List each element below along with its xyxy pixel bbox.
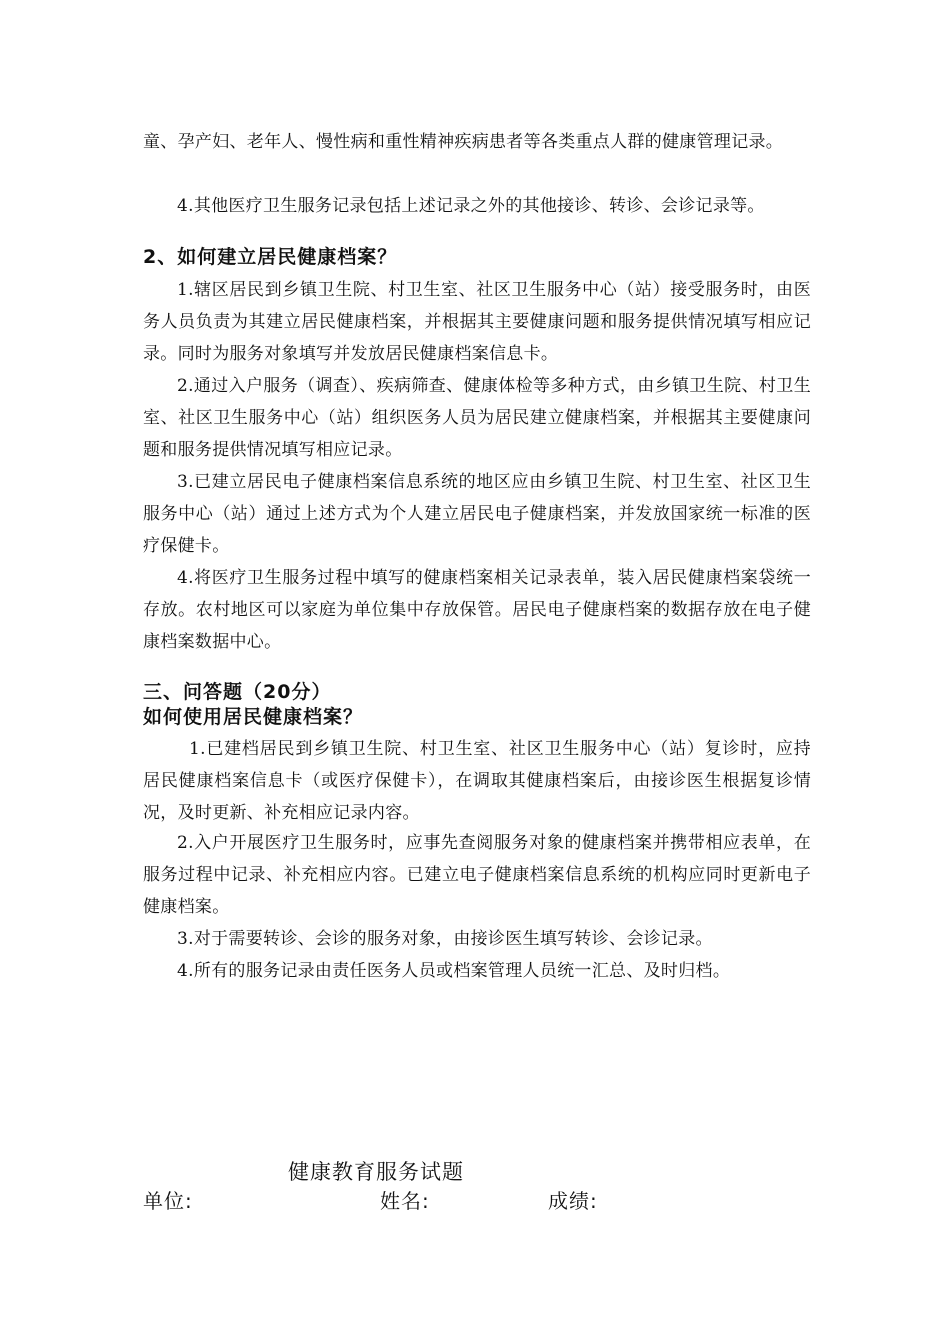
section2-heading: 2、如何建立居民健康档案？ bbox=[143, 246, 398, 268]
section3-item-2: 2.入户开展医疗卫生服务时，应事先查阅服务对象的健康档案并携带相应表单，在服务过程中记录、补充相应内容。已建立电子健康档案信息系统的机构应同时更新电子健康档案。 bbox=[143, 833, 811, 917]
section3-item-1: 1.已建档居民到乡镇卫生院、村卫生室、社区卫生服务中心（站）复诊时，应持居民健康档案信息卡（或医疗保健卡），在调取其健康档案后，由接诊医生根据复诊情况，及时更新、补充相应记录内容。 bbox=[143, 739, 811, 823]
section3-question: 如何使用居民健康档案？ bbox=[143, 706, 364, 728]
section3-heading: 三、问答题（20分） bbox=[143, 681, 332, 703]
name-label: 姓名: bbox=[380, 1189, 430, 1213]
section3-item-3: 3.对于需要转诊、会诊的服务对象，由接诊医生填写转诊、会诊记录。 bbox=[177, 929, 713, 949]
section2-item-2: 2.通过入户服务（调查）、疾病筛查、健康体检等多种方式，由乡镇卫生院、村卫生室、社区卫生服务中心（站）组织医务人员为居民建立健康档案，并根据其主要健康问题和服务提供情况填写相应记录。 bbox=[143, 376, 811, 460]
section1-item-4: 4.其他医疗卫生服务记录包括上述记录之外的其他接诊、转诊、会诊记录等。 bbox=[177, 196, 765, 216]
exam-title: 健康教育服务试题 bbox=[288, 1160, 464, 1184]
section2-item-1: 1.辖区居民到乡镇卫生院、村卫生室、社区卫生服务中心（站）接受服务时，由医务人员负责为其建立居民健康档案，并根据其主要健康问题和服务提供情况填写相应记录。同时为服务对象填写并发放居民健康档案信息卡。 bbox=[143, 280, 811, 364]
section2-item-3: 3.已建立居民电子健康档案信息系统的地区应由乡镇卫生院、村卫生室、社区卫生服务中心（站）通过上述方式为个人建立居民电子健康档案，并发放国家统一标准的医疗保健卡。 bbox=[143, 472, 811, 556]
section3-item-4: 4.所有的服务记录由责任医务人员或档案管理人员统一汇总、及时归档。 bbox=[177, 961, 731, 981]
score-label: 成绩: bbox=[548, 1189, 598, 1213]
unit-label: 单位: bbox=[143, 1189, 193, 1213]
section1-continuation: 童、孕产妇、老年人、慢性病和重性精神疾病患者等各类重点人群的健康管理记录。 bbox=[143, 132, 784, 152]
section2-item-4: 4.将医疗卫生服务过程中填写的健康档案相关记录表单，装入居民健康档案袋统一存放。农村地区可以家庭为单位集中存放保管。居民电子健康档案的数据存放在电子健康档案数据中心。 bbox=[143, 568, 811, 652]
